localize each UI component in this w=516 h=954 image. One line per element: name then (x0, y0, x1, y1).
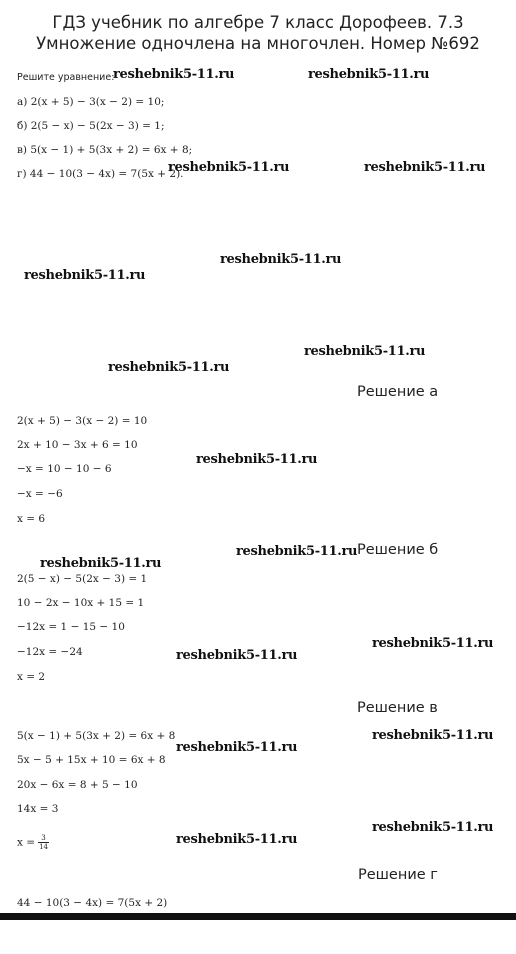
solution-v-line: 14x = 3 (17, 803, 59, 815)
solution-b-line: x = 2 (17, 671, 46, 683)
watermark: reshebnik5-11.ru (176, 832, 298, 847)
solution-g-line: 44 − 10(3 − 4x) = 7(5x + 2) (17, 897, 168, 909)
answer-fraction (38, 834, 49, 851)
watermark: reshebnik5-11.ru (308, 67, 430, 82)
watermark: reshebnik5-11.ru (108, 360, 230, 375)
watermark: reshebnik5-11.ru (236, 544, 358, 559)
solution-g-heading: Решение г (358, 867, 438, 883)
watermark: reshebnik5-11.ru (24, 268, 146, 283)
answer-prefix: x = (17, 836, 36, 849)
solution-a-line: 2x + 10 − 3x + 6 = 10 (17, 439, 138, 451)
watermark: reshebnik5-11.ru (304, 344, 426, 359)
watermark: reshebnik5-11.ru (196, 452, 318, 467)
task-item-b: б) 2(5 − x) − 5(2x − 3) = 1; (17, 120, 165, 132)
solution-a-line: −x = −6 (17, 488, 63, 500)
watermark: reshebnik5-11.ru (168, 160, 290, 175)
solution-a-line: −x = 10 − 10 − 6 (17, 463, 112, 475)
solution-v-line: 5x − 5 + 15x + 10 = 6x + 8 (17, 754, 166, 766)
solution-v-answer (17, 834, 49, 851)
watermark: reshebnik5-11.ru (220, 252, 342, 267)
watermark: reshebnik5-11.ru (113, 67, 235, 82)
watermark: reshebnik5-11.ru (372, 728, 494, 743)
watermark: reshebnik5-11.ru (176, 648, 298, 663)
solution-v-heading: Решение в (357, 700, 438, 716)
page-title: ГДЗ учебник по алгебре 7 класс Дорофеев. 7.3 Умножение одночлена на многочлен. Номер №692 (36, 13, 480, 53)
task-intro: Решите уравнение: (17, 72, 115, 83)
solution-b-line: 10 − 2x − 10x + 15 = 1 (17, 597, 145, 609)
task-item-g: г) 44 − 10(3 − 4x) = 7(5x + 2). (17, 168, 184, 180)
task-item-a: а) 2(x + 5) − 3(x − 2) = 10; (17, 96, 165, 108)
fraction-numerator: 3 (38, 834, 49, 843)
watermark: reshebnik5-11.ru (176, 740, 298, 755)
solution-b-line: −12x = 1 − 15 − 10 (17, 621, 125, 633)
solution-v-line: 5(x − 1) + 5(3x + 2) = 6x + 8 (17, 730, 176, 742)
solution-b-line: 2(5 − x) − 5(2x − 3) = 1 (17, 573, 148, 585)
watermark: reshebnik5-11.ru (372, 820, 494, 835)
bottom-divider (0, 913, 516, 920)
solution-a-heading: Решение а (357, 384, 439, 400)
solution-b-heading: Решение б (357, 542, 439, 558)
solution-b-line: −12x = −24 (17, 646, 83, 658)
solution-a-line: x = 6 (17, 513, 46, 525)
watermark: reshebnik5-11.ru (364, 160, 486, 175)
task-item-v: в) 5(x − 1) + 5(3x + 2) = 6x + 8; (17, 144, 193, 156)
solution-a-line: 2(x + 5) − 3(x − 2) = 10 (17, 415, 148, 427)
watermark: reshebnik5-11.ru (40, 556, 162, 571)
watermark: reshebnik5-11.ru (372, 636, 494, 651)
solution-v-line: 20x − 6x = 8 + 5 − 10 (17, 779, 138, 791)
fraction-denominator: 14 (39, 843, 48, 851)
